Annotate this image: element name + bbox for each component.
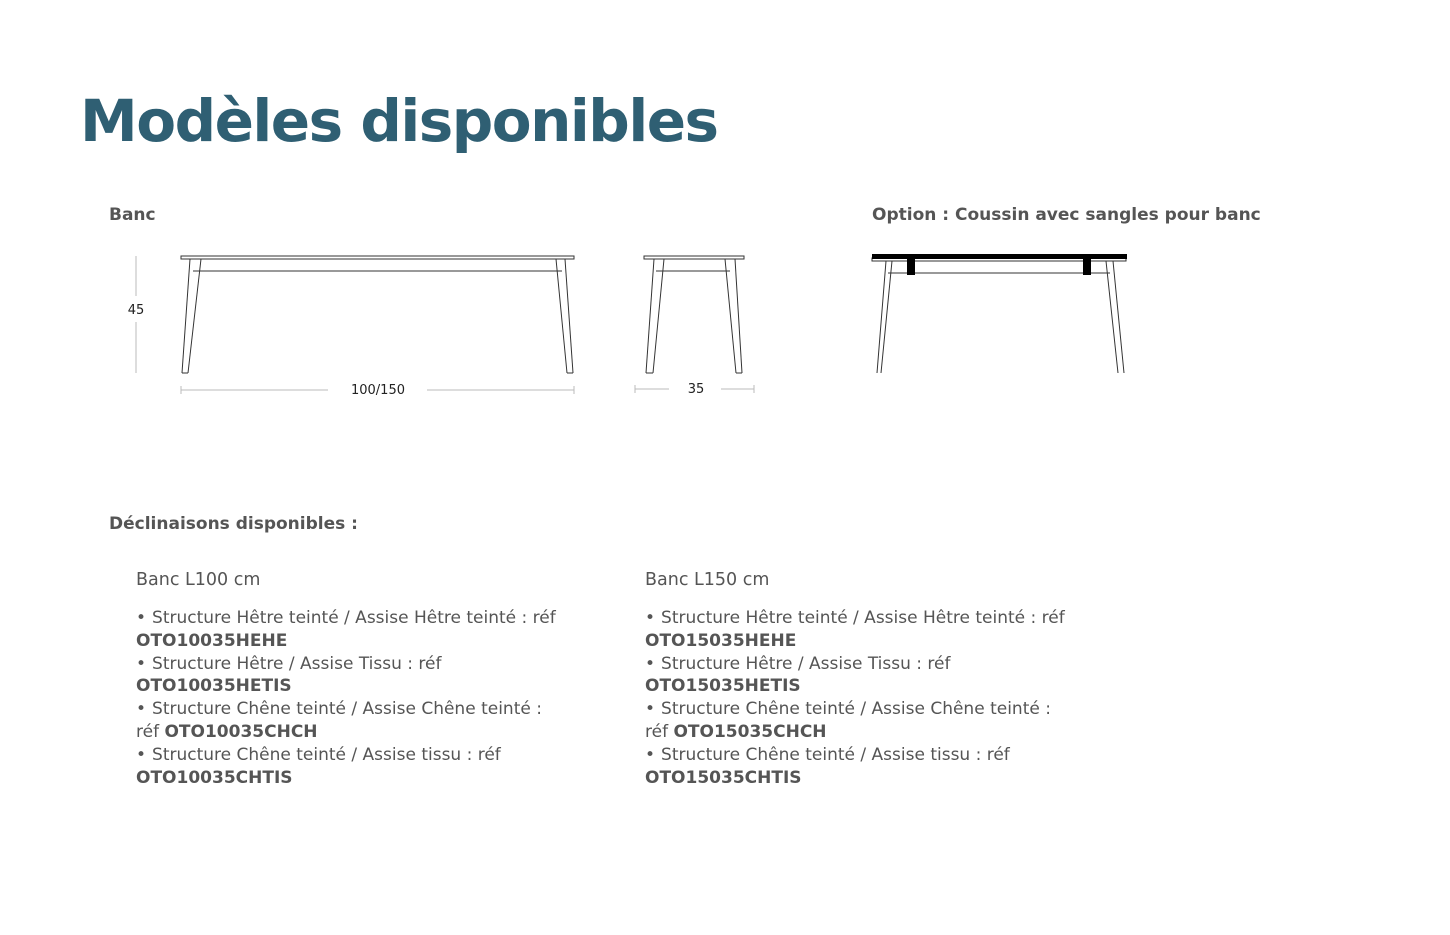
page-title: Modèles disponibles bbox=[80, 87, 718, 155]
option-section-label: Option : Coussin avec sangles pour banc bbox=[872, 205, 1261, 225]
list-item: • Structure Hêtre teinté / Assise Hêtre teinté : réf OTO15035HEHE bbox=[645, 608, 1065, 651]
bench-cushion-drawing bbox=[865, 245, 1140, 385]
list-item: • Structure Hêtre teinté / Assise Hêtre teinté : réf OTO10035HEHE bbox=[136, 608, 556, 651]
dimension-depth-label: 35 bbox=[687, 382, 705, 397]
strap-left bbox=[907, 256, 915, 275]
reference-code: OTO10035CHCH bbox=[164, 721, 318, 742]
dimension-length-label: 100/150 bbox=[350, 383, 406, 398]
variant-column-l150 bbox=[645, 568, 1075, 789]
list-item: • Structure Chêne teinté / Assise tissu : réf OTO10035CHTIS bbox=[136, 744, 501, 788]
strap-right bbox=[1083, 256, 1091, 275]
list-item: • Structure Hêtre / Assise Tissu : réf OTO10035HETIS bbox=[136, 653, 442, 697]
reference-code: OTO15035HETIS bbox=[645, 676, 801, 697]
banc-section-label: Banc bbox=[109, 205, 156, 225]
reference-code: OTO15035CHTIS bbox=[645, 767, 802, 788]
list-item: • Structure Chêne teinté / Assise tissu : réf OTO15035CHTIS bbox=[645, 744, 1010, 788]
variant-column-title: Banc L100 cm bbox=[136, 570, 261, 590]
bench-side-view-drawing bbox=[630, 245, 760, 405]
variant-column-title: Banc L150 cm bbox=[645, 570, 770, 590]
reference-code: OTO10035CHTIS bbox=[136, 767, 293, 788]
dimension-height-label: 45 bbox=[127, 303, 145, 318]
reference-code: OTO10035HETIS bbox=[136, 676, 292, 697]
list-item: • Structure Chêne teinté / Assise Chêne teinté : réf OTO15035CHCH bbox=[645, 699, 1051, 742]
bench-front-view-drawing bbox=[120, 245, 590, 405]
variant-column-l100 bbox=[136, 568, 566, 789]
reference-code: OTO15035HEHE bbox=[645, 630, 797, 651]
variant-list bbox=[136, 607, 566, 789]
reference-code: OTO10035HEHE bbox=[136, 630, 288, 651]
variants-heading: Déclinaisons disponibles : bbox=[109, 514, 358, 534]
reference-code: OTO15035CHCH bbox=[673, 721, 827, 742]
variant-list bbox=[645, 607, 1075, 789]
list-item: • Structure Hêtre / Assise Tissu : réf OTO15035HETIS bbox=[645, 653, 951, 697]
list-item: • Structure Chêne teinté / Assise Chêne teinté : réf OTO10035CHCH bbox=[136, 699, 542, 742]
